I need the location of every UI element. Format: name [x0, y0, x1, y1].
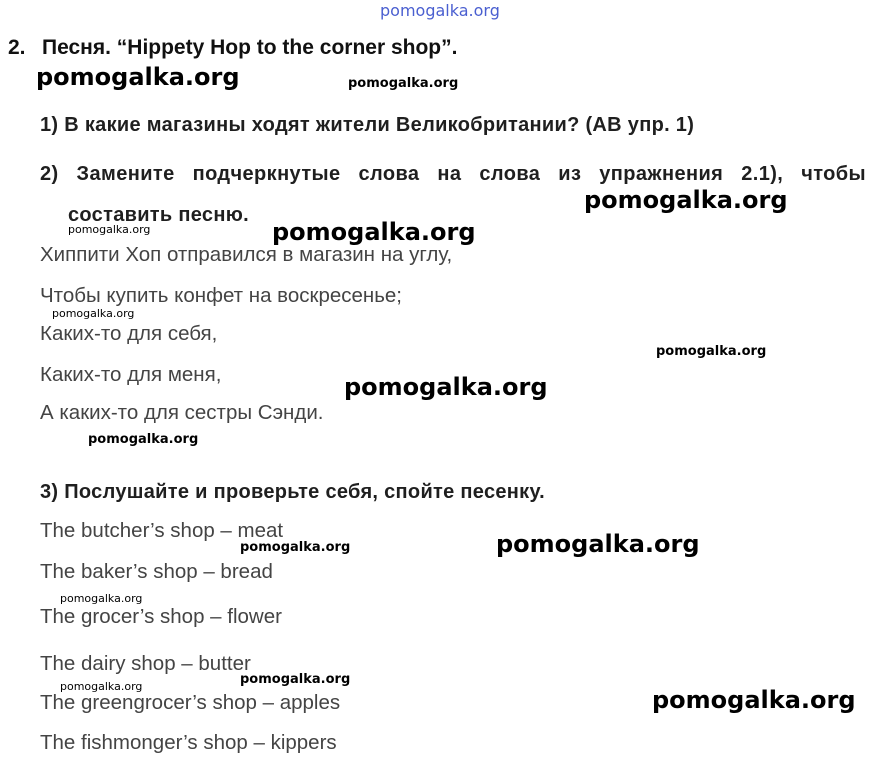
exercise-number: 2. [8, 36, 26, 59]
song-line: Каких-то для себя, [40, 322, 218, 345]
watermark-large: pomogalka.org [272, 218, 476, 246]
watermark-small: pomogalka.org [60, 680, 143, 693]
watermark-large: pomogalka.org [584, 186, 788, 214]
song-line: Хиппити Хоп отправился в магазин на углу, [40, 243, 453, 266]
watermark-small: pomogalka.org [656, 344, 767, 359]
watermark-small: pomogalka.org [240, 540, 351, 555]
task-3: 3) Послушайте и проверьте себя, спойте песенку. [40, 481, 546, 503]
song-line: Каких-то для меня, [40, 363, 222, 386]
watermark-large: pomogalka.org [496, 530, 700, 558]
shop-line: The dairy shop – butter [40, 652, 251, 675]
song-line: Чтобы купить конфет на воскресенье; [40, 284, 403, 307]
watermark-small: pomogalka.org [348, 76, 459, 91]
exercise-title: Песня. “Hippety Hop to the corner shop”. [42, 36, 458, 59]
watermark-small: pomogalka.org [88, 432, 199, 447]
task-1: 1) В какие магазины ходят жители Великобритании? (AB упр. 1) [40, 114, 695, 136]
watermark-large: pomogalka.org [36, 63, 240, 91]
watermark-large: pomogalka.org [344, 373, 548, 401]
watermark-small: pomogalka.org [68, 223, 151, 236]
watermark-small: pomogalka.org [52, 307, 135, 320]
shop-line: The fishmonger’s shop – kippers [40, 731, 337, 754]
task-2-line-2: составить песню. [68, 204, 249, 226]
shop-line: The butcher’s shop – meat [40, 519, 284, 542]
top-watermark: pomogalka.org [380, 1, 500, 20]
watermark-small: pomogalka.org [240, 672, 351, 687]
song-line: А каких-то для сестры Сэнди. [40, 401, 324, 424]
shop-line: The greengrocer’s shop – apples [40, 691, 341, 714]
watermark-large: pomogalka.org [652, 686, 856, 714]
watermark-small: pomogalka.org [60, 592, 143, 605]
shop-line: The baker’s shop – bread [40, 560, 273, 583]
task-2-line-1: 2) Замените подчеркнутые слова на слова из упражнения 2.1), чтобы [40, 163, 866, 185]
shop-line: The grocer’s shop – flower [40, 605, 282, 628]
